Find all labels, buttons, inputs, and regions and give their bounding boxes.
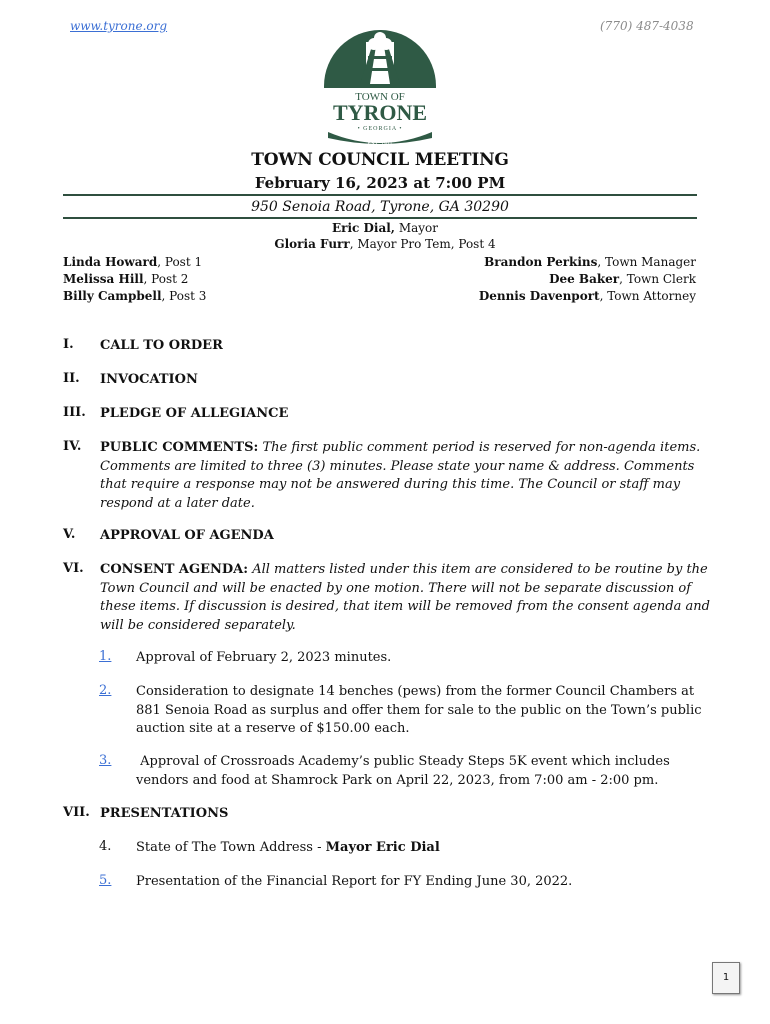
meeting-title: TOWN COUNCIL MEETING (251, 150, 509, 170)
mayor-line: Eric Dial, Mayor (332, 221, 438, 235)
sub-item-link-3[interactable]: 3. (99, 753, 112, 768)
town-logo (316, 12, 444, 148)
council-members-left (63, 254, 206, 305)
website-link[interactable]: www.tyrone.org (70, 19, 168, 33)
agenda-item-public-comments: PUBLIC COMMENTS: The first public comment period is reserved for non-agenda items. Comments are limited to three (3) minutes. Please state your name & address. Comments that require a response may not be answered during this time. The Council or staff may respond at a later date. (100, 440, 701, 511)
agenda-item-consent: CONSENT AGENDA: All matters listed under this item are considered to be routine by the Town Council and will be enacted by one motion. There will not be separate discussion of these items. If discussion is desired, that item will be removed from the consent agenda and will be considered separately. (100, 562, 710, 633)
page-number-badge: 1 (712, 962, 740, 994)
agenda-item-number: VII. (63, 805, 90, 820)
logo-line4: EST. 1911 (367, 141, 393, 147)
agenda-item-number: VI. (63, 561, 84, 576)
agenda-item-number: II. (63, 371, 80, 386)
sub-item-text: Approval of February 2, 2023 minutes. (136, 650, 392, 665)
official-entry: Brandon Perkins, Town Manager (484, 255, 696, 269)
official-entry: Linda Howard, Post 1 (63, 255, 203, 269)
logo-line1: TOWN OF (355, 91, 405, 103)
sub-item-text: State of The Town Address - Mayor Eric Dial (136, 840, 440, 855)
phone-number: (770) 487-4038 (600, 19, 694, 33)
divider-top (63, 194, 697, 196)
agenda-item-number: IV. (63, 439, 82, 454)
logo-line2: TYRONE (332, 100, 428, 125)
sub-item-text: Consideration to designate 14 benches (pews) from the former Council Chambers at 881 Senoia Road as surplus and offer them for sale to the public on the Town’s public auction site at a reserve of $150.00 each. (136, 684, 702, 736)
agenda-item-number: V. (63, 527, 76, 542)
official-entry: Dee Baker, Town Clerk (549, 272, 696, 286)
official-entry: Melissa Hill, Post 2 (63, 272, 189, 286)
sub-item-text: Presentation of the Financial Report for FY Ending June 30, 2022. (136, 874, 573, 889)
official-entry: Dennis Davenport, Town Attorney (478, 289, 696, 303)
official-entry: Billy Campbell, Post 3 (63, 289, 207, 303)
sub-item-text: Approval of Crossroads Academy’s public Steady Steps 5K event which includes vendors and food at Shamrock Park on April 22, 2023, from 7:00 am - 2:00 pm. (136, 754, 674, 788)
agenda-item-invocation: INVOCATION (100, 372, 198, 387)
agenda-item-number: I. (63, 337, 74, 352)
sub-item-link-5[interactable]: 5. (99, 873, 112, 888)
agenda-item-pledge: PLEDGE OF ALLEGIANCE (100, 406, 289, 421)
mayor-pro-tem-line: Gloria Furr, Mayor Pro Tem, Post 4 (274, 237, 496, 251)
agenda-item-call-to-order: CALL TO ORDER (100, 338, 223, 353)
agenda-item-presentations: PRESENTATIONS (100, 806, 229, 821)
sub-item-number: 4. (99, 839, 112, 854)
agenda-item-number: III. (63, 405, 86, 420)
staff-members-right (479, 254, 696, 305)
logo-line3: • GEORGIA • (357, 126, 403, 132)
sub-item-link-2[interactable]: 2. (99, 683, 112, 698)
meeting-address: 950 Senoia Road, Tyrone, GA 30290 (251, 199, 509, 215)
divider-bottom (63, 217, 697, 219)
sub-item-link-1[interactable]: 1. (99, 649, 112, 664)
meeting-date: February 16, 2023 at 7:00 PM (254, 174, 506, 192)
agenda-item-approval: APPROVAL OF AGENDA (100, 528, 274, 543)
